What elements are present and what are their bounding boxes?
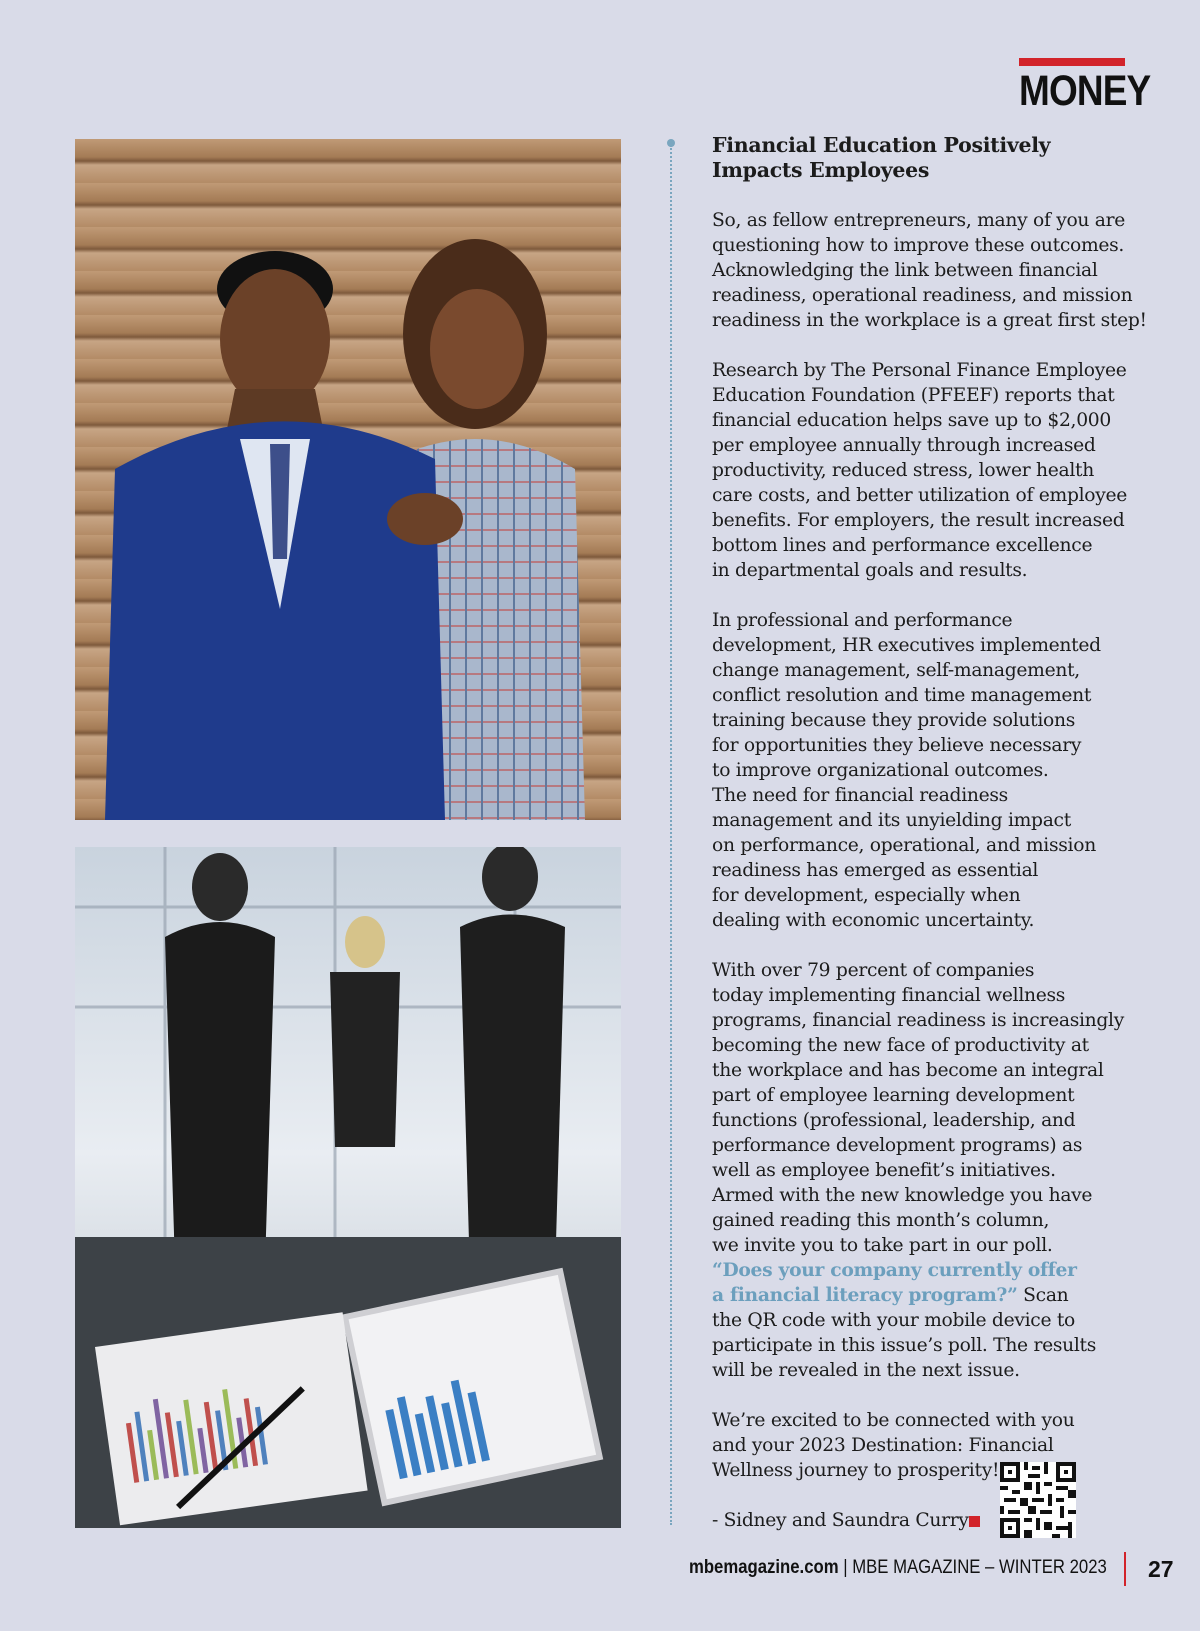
text-line: management and its unyielding impact	[712, 810, 1071, 831]
text-line: performance development programs) as	[712, 1135, 1083, 1156]
text-line: development, HR executives implemented	[712, 635, 1101, 656]
text-line: With over 79 percent of companies	[712, 960, 1035, 981]
text-line: well as employee benefit’s initiatives.	[712, 1160, 1056, 1181]
text-line: gained reading this month’s column,	[712, 1210, 1050, 1231]
text-line: care costs, and better utilization of employee	[712, 485, 1128, 506]
heading-line: Financial Education Positively	[712, 133, 1051, 157]
text-line: So, as fellow entrepreneurs, many of you are	[712, 210, 1126, 231]
text-line: today implementing financial wellness	[712, 985, 1066, 1006]
text-line: we invite you to take part in our poll.	[712, 1235, 1053, 1256]
text-line: Research by The Personal Finance Employee	[712, 360, 1127, 381]
paragraph-4	[712, 958, 1132, 1383]
paragraph-3	[712, 608, 1132, 933]
business-meeting-charts-photo	[75, 847, 621, 1528]
section-tag	[1019, 58, 1151, 115]
footer-credit	[689, 1557, 1107, 1579]
couple-portrait-photo	[75, 139, 621, 820]
text-line: readiness has emerged as essential	[712, 860, 1039, 881]
paragraph-2	[712, 358, 1132, 583]
signature: - Sidney and Saundra Curry	[712, 1510, 969, 1531]
text-line: and your 2023 Destination: Financial	[712, 1435, 1054, 1456]
text-fragment: Scan	[1017, 1285, 1069, 1306]
text-line: the QR code with your mobile device to	[712, 1310, 1075, 1331]
footer-rule	[1124, 1552, 1126, 1586]
text-line: for opportunities they believe necessary	[712, 735, 1082, 756]
text-line: dealing with economic uncertainty.	[712, 910, 1035, 931]
text-line: bottom lines and performance excellence	[712, 535, 1093, 556]
text-line: per employee annually through increased	[712, 435, 1096, 456]
poll-question: a financial literacy program?”	[712, 1284, 1018, 1306]
article-heading	[712, 133, 1132, 183]
text-line: financial education helps save up to $2,000	[712, 410, 1111, 431]
page-footer	[0, 1552, 1200, 1586]
text-line: questioning how to improve these outcomes.	[712, 235, 1125, 256]
poll-question: “Does your company currently offer	[712, 1259, 1077, 1281]
text-line: becoming the new face of productivity at	[712, 1035, 1089, 1056]
text-line: training because they provide solutions	[712, 710, 1076, 731]
text-line: participate in this issue’s poll. The results	[712, 1335, 1097, 1356]
text-line: will be revealed in the next issue.	[712, 1360, 1020, 1381]
text-line: Armed with the new knowledge you have	[712, 1185, 1093, 1206]
text-line: Acknowledging the link between financial	[712, 260, 1098, 281]
text-line: the workplace and has become an integral	[712, 1060, 1104, 1081]
issue-label: MBE MAGAZINE – WINTER 2023	[852, 1557, 1107, 1578]
text-line: Wellness journey to prosperity!	[712, 1460, 1000, 1481]
heading-line: Impacts Employees	[712, 158, 930, 182]
text-line: In professional and performance	[712, 610, 1013, 631]
text-line: productivity, reduced stress, lower health	[712, 460, 1094, 481]
column-divider	[670, 145, 672, 1525]
paragraph-1	[712, 208, 1147, 333]
text-line: in departmental goals and results.	[712, 560, 1028, 581]
text-line	[712, 1283, 1132, 1308]
end-mark	[969, 1516, 980, 1527]
text-line: part of employee learning development	[712, 1085, 1075, 1106]
text-line: benefits. For employers, the result increased	[712, 510, 1125, 531]
section-accent-bar	[1019, 58, 1125, 66]
site-link[interactable]: mbemagazine.com	[689, 1557, 839, 1578]
text-line: change management, self-management,	[712, 660, 1080, 681]
text-line: Education Foundation (PFEEF) reports that	[712, 385, 1115, 406]
text-line: The need for financial readiness	[712, 785, 1008, 806]
section-label: MONEY	[1019, 67, 1151, 115]
text-line: for development, especially when	[712, 885, 1021, 906]
text-line: readiness in the workplace is a great first step!	[712, 310, 1147, 331]
text-line: on performance, operational, and mission	[712, 835, 1096, 856]
text-line: We’re excited to be connected with you	[712, 1410, 1075, 1431]
text-line: programs, financial readiness is increasingly	[712, 1010, 1124, 1031]
article-body	[712, 133, 1147, 1558]
qr-code-icon[interactable]	[1000, 1462, 1076, 1538]
page-number: 27	[1148, 1556, 1174, 1582]
footer-separator: |	[838, 1557, 853, 1578]
text-line: readiness, operational readiness, and mission	[712, 285, 1133, 306]
text-line: conflict resolution and time management	[712, 685, 1092, 706]
text-line: to improve organizational outcomes.	[712, 760, 1049, 781]
text-line: functions (professional, leadership, and	[712, 1110, 1076, 1131]
